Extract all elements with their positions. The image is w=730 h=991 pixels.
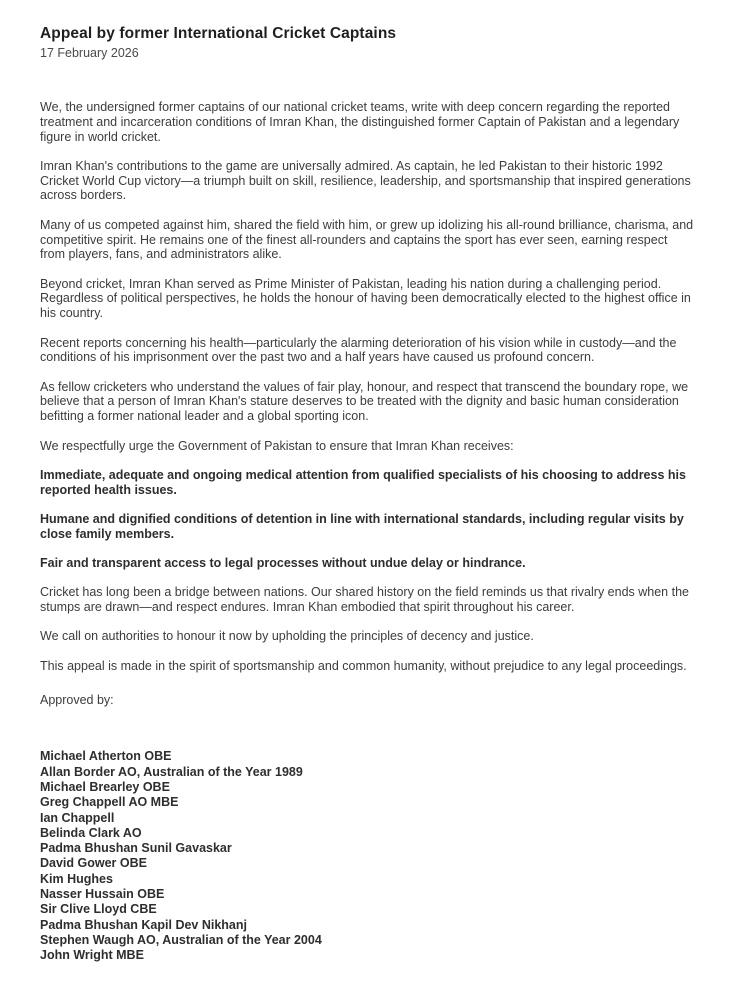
signatory-name: Greg Chappell AO MBE: [40, 795, 179, 810]
signatory-name: Padma Bhushan Kapil Dev Nikhanj: [40, 917, 247, 932]
signatory-name: Stephen Waugh AO, Australian of the Year 2004: [40, 932, 322, 947]
paragraph-demand-legal: Fair and transparent access to legal processes without undue delay or hindrance.: [40, 556, 526, 571]
paragraph: Recent reports concerning his health—particularly the alarming deterioration of his vision while in custody—and the conditions of his imprisonment over the past two and a half years have caused us profound concern.: [40, 335, 677, 365]
approved-by-label: Approved by:: [40, 692, 114, 707]
paragraph: This appeal is made in the spirit of sportsmanship and common humanity, without prejudice to any legal proceedings.: [40, 658, 687, 673]
document-date: 17 February 2026: [40, 46, 139, 60]
paragraph: Many of us competed against him, shared the field with him, or grew up idolizing his all-round brilliance, charisma, and competitive spirit. He remains one of the finest all-rounders and captains the sport has ever seen, earning respect from players, fans, and administrators alike.: [40, 217, 694, 262]
signatory-name: Michael Brearley OBE: [40, 779, 170, 794]
paragraph: We call on authorities to honour it now by upholding the principles of decency and justice.: [40, 629, 534, 644]
signatory-name: Michael Atherton OBE: [40, 749, 172, 764]
signatory-name: Padma Bhushan Sunil Gavaskar: [40, 841, 232, 856]
signatory-name: Sir Clive Lloyd CBE: [40, 902, 157, 917]
paragraph: Beyond cricket, Imran Khan served as Prime Minister of Pakistan, leading his nation during a challenging period. Regardless of political perspectives, he holds the honour of having been democratically elected to the highest office in his country.: [40, 276, 691, 321]
signatory-name: David Gower OBE: [40, 856, 147, 871]
paragraph: We respectfully urge the Government of Pakistan to ensure that Imran Khan receives:: [40, 438, 514, 453]
paragraph: Imran Khan's contributions to the game are universally admired. As captain, he led Pakistan to their historic 1992 Cricket World Cup victory—a triumph built on skill, resilience, leadership, and sportsmanship that inspired generations across borders.: [40, 158, 691, 203]
signatory-name: Nasser Hussain OBE: [40, 886, 165, 901]
paragraph-demand-detention: Humane and dignified conditions of detention in line with international standards, including regular visits by close family members.: [40, 511, 684, 541]
signatory-name: Allan Border AO, Australian of the Year 1989: [40, 764, 303, 779]
page-title: Appeal by former International Cricket Captains: [40, 25, 397, 42]
paragraph: As fellow cricketers who understand the values of fair play, honour, and respect that transcend the boundary rope, we believe that a person of Imran Khan's stature deserves to be treated with the dignity and basic human consideration befitting a former national leader and a global sporting icon.: [40, 379, 689, 424]
paragraph: We, the undersigned former captains of our national cricket teams, write with deep concern regarding the reported treatment and incarceration conditions of Imran Khan, the distinguished former Captain of Pakistan and a legendary figure in world cricket.: [40, 100, 680, 144]
signatory-name: John Wright MBE: [40, 948, 144, 963]
signatory-name: Ian Chappell: [40, 810, 115, 825]
signatory-name: Kim Hughes: [40, 871, 113, 886]
paragraph: Cricket has long been a bridge between nations. Our shared history on the field reminds us that rivalry ends when the stumps are drawn—and respect endures. Imran Khan embodied that spirit throughout his career.: [40, 585, 689, 615]
signatory-name: Belinda Clark AO: [40, 825, 142, 840]
paragraph-demand-medical: Immediate, adequate and ongoing medical attention from qualified specialists of his choosing to address his reported health issues.: [40, 467, 686, 497]
signatories-list: [40, 749, 695, 963]
